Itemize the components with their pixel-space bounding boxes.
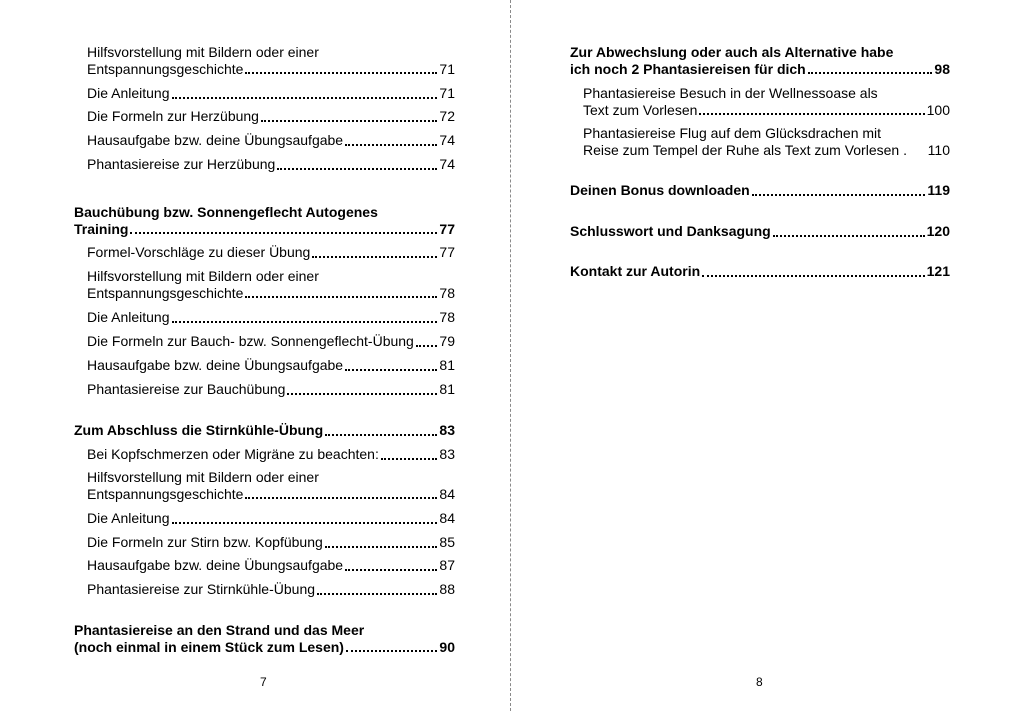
toc-entry-title: Reise zum Tempel der Ruhe als Text zum Vorlesen . [583, 141, 907, 158]
toc-chapter-entry[interactable] [570, 223, 950, 240]
toc-chapter-entry[interactable] [74, 622, 455, 655]
toc-entry-title: Bei Kopfschmerzen oder Migräne zu beachten: [87, 446, 379, 462]
toc-entry-title: Hilfsvorstellung mit Bildern oder einer [87, 268, 319, 284]
toc-entry[interactable] [87, 44, 455, 77]
page-number: 7 [260, 675, 267, 689]
dot-leader [702, 274, 925, 277]
toc-page-number: 85 [439, 534, 455, 550]
toc-entry-title: Kontakt zur Autorin [570, 263, 701, 279]
dot-leader [345, 143, 437, 146]
toc-page-number: 87 [439, 557, 455, 573]
toc-entry-title: ich noch 2 Phantasiereisen für dich [570, 60, 806, 77]
toc-entry-title: Phantasiereise an den Strand und das Meer [74, 622, 365, 638]
toc-page-number: 74 [439, 156, 455, 172]
dot-leader [245, 71, 437, 74]
page-divider [510, 0, 511, 711]
toc-page-number: 110 [927, 141, 950, 158]
toc-page-number: 78 [439, 309, 455, 325]
toc-entry-title: Text zum Vorlesen [583, 101, 698, 118]
toc-entry[interactable] [87, 108, 455, 125]
toc-entry[interactable] [87, 510, 455, 527]
toc-entry[interactable] [87, 534, 455, 551]
toc-page-number: 120 [926, 223, 950, 239]
toc-entry-title: Die Formeln zur Stirn bzw. Kopfübung [87, 534, 323, 550]
dot-leader [416, 344, 438, 347]
toc-entry-title: Schlusswort und Danksagung [570, 223, 771, 239]
dot-leader [325, 433, 437, 436]
dot-leader [287, 392, 437, 395]
dot-leader [172, 320, 438, 323]
toc-page-number: 72 [439, 108, 455, 124]
dot-leader [277, 167, 437, 170]
toc-entry-title: Zur Abwechslung oder auch als Alternative habe [570, 44, 894, 60]
toc-chapter-entry[interactable] [74, 204, 455, 237]
dot-leader [345, 568, 437, 571]
toc-entry[interactable] [87, 132, 455, 149]
toc-entry-title: Die Anleitung [87, 510, 170, 526]
toc-entry[interactable] [87, 85, 455, 102]
toc-entry-title: Hausaufgabe bzw. deine Übungsaufgabe [87, 557, 344, 573]
toc-page-number: 77 [439, 244, 455, 260]
toc-entry-title: Training [74, 220, 129, 237]
toc-entry[interactable] [87, 268, 455, 301]
toc-page-number: 79 [439, 333, 455, 349]
toc-entry-title: Die Anleitung [87, 309, 170, 325]
dot-leader [261, 119, 437, 122]
toc-page-number: 78 [439, 284, 455, 301]
toc-entry-title: Entspannungsgeschichte [87, 284, 244, 301]
dot-leader [172, 521, 438, 524]
dot-leader [345, 368, 437, 371]
toc-entry-title: Entspannungsgeschichte [87, 60, 244, 77]
dot-leader [808, 71, 933, 74]
toc-entry[interactable] [87, 244, 455, 261]
toc-entry-title: Phantasiereise zur Bauchübung [87, 381, 286, 397]
toc-entry[interactable] [583, 85, 950, 118]
toc-entry-title: Die Anleitung [87, 85, 170, 101]
toc-entry-title: Phantasiereise zur Stirnkühle-Übung [87, 581, 316, 597]
dot-leader [245, 496, 437, 499]
toc-page-number: 88 [439, 581, 455, 597]
toc-page-number: 81 [439, 357, 455, 373]
toc-entry[interactable] [87, 581, 455, 598]
toc-chapter-entry[interactable] [74, 422, 455, 439]
dot-leader [245, 295, 437, 298]
dot-leader [325, 545, 438, 548]
toc-entry-title: Phantasiereise Flug auf dem Glücksdrachen mit [583, 125, 882, 141]
toc-page-number: 74 [439, 132, 455, 148]
toc-page-number: 84 [439, 510, 455, 526]
dot-leader [699, 112, 924, 115]
toc-chapter-entry[interactable] [570, 44, 950, 77]
toc-entry-title: Die Formeln zur Herzübung [87, 108, 259, 124]
toc-page-number: 121 [926, 263, 950, 279]
toc-entry-title: Bauchübung bzw. Sonnengeflecht Autogenes [74, 204, 378, 220]
toc-entry[interactable] [87, 469, 455, 502]
toc-entry-title: Entspannungsgeschichte [87, 485, 244, 502]
toc-entry[interactable] [87, 557, 455, 574]
toc-entry-title: (noch einmal in einem Stück zum Lesen) [74, 638, 344, 655]
dot-leader [172, 96, 438, 99]
dot-leader [752, 193, 926, 196]
toc-entry[interactable] [583, 125, 950, 158]
toc-entry[interactable] [87, 381, 455, 398]
toc-entry-title: Zum Abschluss die Stirnkühle-Übung [74, 422, 324, 438]
toc-entry[interactable] [87, 309, 455, 326]
toc-page-number: 71 [439, 85, 455, 101]
dot-leader [130, 231, 437, 234]
toc-page-number: 77 [439, 220, 455, 237]
dot-leader [346, 649, 437, 652]
toc-entry-title: Phantasiereise zur Herzübung [87, 156, 276, 172]
toc-page-number: 100 [926, 101, 950, 118]
toc-entry-title: Formel-Vorschläge zu dieser Übung [87, 244, 311, 260]
toc-page-number: 71 [439, 60, 455, 77]
page-number: 8 [756, 675, 763, 689]
dot-leader [312, 255, 437, 258]
dot-leader [317, 592, 437, 595]
toc-entry-title: Hausaufgabe bzw. deine Übungsaufgabe [87, 357, 344, 373]
toc-entry-title: Deinen Bonus downloaden [570, 182, 750, 198]
toc-entry-title: Die Formeln zur Bauch- bzw. Sonnengeflecht-Übung [87, 333, 414, 349]
toc-entry-title: Hilfsvorstellung mit Bildern oder einer [87, 469, 319, 485]
toc-entry-title: Hilfsvorstellung mit Bildern oder einer [87, 44, 319, 60]
toc-chapter-entry[interactable] [570, 182, 950, 199]
toc-page-number: 83 [439, 422, 455, 438]
toc-entry-title: Hausaufgabe bzw. deine Übungsaufgabe [87, 132, 344, 148]
toc-page-number: 81 [439, 381, 455, 397]
toc-entry-title: Phantasiereise Besuch in der Wellnessoase als [583, 85, 878, 101]
dot-leader [773, 234, 925, 237]
toc-entry[interactable] [87, 156, 455, 173]
toc-page-number: 90 [439, 638, 455, 655]
toc-entry[interactable] [87, 446, 455, 463]
toc-page-number: 83 [439, 446, 455, 462]
toc-entry[interactable] [87, 333, 455, 350]
toc-chapter-entry[interactable] [570, 263, 950, 280]
dot-leader [381, 457, 438, 460]
toc-page-number: 119 [927, 182, 950, 198]
toc-page-number: 98 [934, 60, 950, 77]
toc-page-number: 84 [439, 485, 455, 502]
toc-entry[interactable] [87, 357, 455, 374]
